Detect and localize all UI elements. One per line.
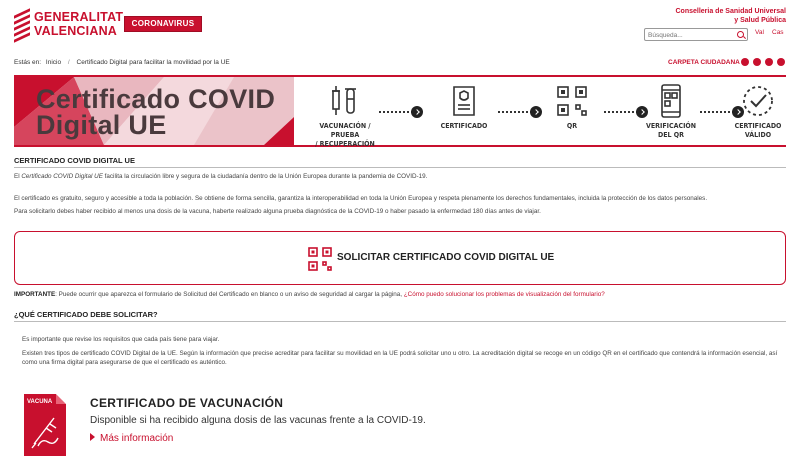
step-verificacion xyxy=(640,83,702,140)
section2-paragraph-1: Es importante que revise los requisitos que cada país tiene para viajar. xyxy=(22,336,220,343)
qr-code-icon xyxy=(554,83,590,119)
lang-cas-link[interactable]: Cas xyxy=(772,29,784,36)
step-arrow xyxy=(498,106,542,118)
certificate-icon xyxy=(446,83,482,119)
vacuna-document-icon xyxy=(24,394,66,456)
logo-line2: VALENCIANA xyxy=(34,24,118,38)
step-vacunacion-label-2: / RECUPERACIÓN xyxy=(315,140,375,148)
banner-title-line2: Digital UE xyxy=(36,110,167,140)
section1-paragraph-1: El Certificado COVID Digital UE facilita la circulación libre y segura de la ciudadanía dentro de la Unión Europea durante la pandemia de COVID-19. xyxy=(14,173,428,180)
vaccine-test-icon xyxy=(327,83,363,119)
section1-paragraph-2: El certificado es gratuito, seguro y accesible a toda la población. Se obtiene de forma sencilla, garantiza la interoperabilidad en toda la Unión Europea y respeta plenamente los derechos fundamentales, incluida la protección de los datos personales. xyxy=(14,195,708,202)
certificado-emphasis: Certificado COVID Digital UE xyxy=(21,173,103,180)
youtube-icon[interactable] xyxy=(777,58,785,66)
step-valido xyxy=(730,83,786,140)
step-verificacion-label-1: VERIFICACIÓN xyxy=(645,122,697,130)
step-vacunacion-label-1: VACUNACIÓN / PRUEBA xyxy=(319,122,371,139)
coronavirus-button[interactable]: CORONAVIRUS xyxy=(124,16,202,32)
important-label: IMPORTANTE xyxy=(14,291,56,298)
step-valido-label-2: VÁLIDO xyxy=(744,131,772,139)
logo-line1: GENERALITAT xyxy=(34,10,124,24)
conselleria-line2: y Salud Pública xyxy=(734,17,786,24)
facebook-icon[interactable] xyxy=(765,58,773,66)
breadcrumb-current: Certificado Digital para facilitar la movilidad por la UE xyxy=(76,59,230,66)
search-icon[interactable] xyxy=(737,31,744,38)
search-box xyxy=(644,28,748,41)
valid-check-icon xyxy=(740,83,776,119)
step-certificado-label: CERTIFICADO xyxy=(440,122,488,130)
form-problems-link[interactable]: ¿Cómo puedo solucionar los problemas de visualización del formulario? xyxy=(403,291,605,298)
section-title-que-certificado: ¿QUÉ CERTIFICADO DEBE SOLICITAR? xyxy=(14,310,158,319)
divider xyxy=(14,321,786,322)
conselleria-line1: Conselleria de Sanidad Universal xyxy=(675,8,786,15)
banner-art xyxy=(14,77,294,145)
site-header xyxy=(0,0,800,52)
breadcrumb-label: Estás en: xyxy=(14,59,42,66)
step-certificado xyxy=(428,83,500,131)
mas-informacion-link[interactable]: Más información xyxy=(90,433,173,444)
important-note xyxy=(14,291,605,298)
step-qr-label: QR xyxy=(566,122,578,130)
instagram-icon[interactable] xyxy=(753,58,761,66)
section2-paragraph-2: Existen tres tipos de certificado COVID Digital de la UE. Según la información que precise acreditar para facilitar su movilidad en la UE podrá solicitar uno u otro. La acreditación digital se recoge en un código QR en el certificado que contendrá la información esencial, así como una firma digital para asegurarse de que el certificado es auténtico. xyxy=(22,350,778,366)
lang-val-link[interactable]: Val xyxy=(755,29,764,36)
generalitat-emblem-icon xyxy=(14,6,30,42)
section-title-certificado: CERTIFICADO COVID DIGITAL UE xyxy=(14,156,135,165)
step-verificacion-label-2: DEL QR xyxy=(658,131,684,139)
conselleria-link[interactable] xyxy=(676,7,787,25)
breadcrumb: Estás en: Inicio / Certificado Digital para facilitar la movilidad por la UE xyxy=(14,59,230,66)
covid-banner xyxy=(14,75,786,147)
syringe-icon xyxy=(24,408,66,454)
carpeta-ciudadana-link[interactable]: CARPETA CIUDADANA xyxy=(668,59,740,66)
certificado-vacunacion-desc: Disponible si ha recibido alguna dosis de las vacunas frente a la COVID-19. xyxy=(90,415,426,426)
step-vacunacion xyxy=(306,83,384,149)
step-valido-label-1: CERTIFICADO xyxy=(734,122,782,130)
solicitar-certificado-button[interactable] xyxy=(14,231,786,285)
breadcrumb-home[interactable]: Inicio xyxy=(45,59,62,66)
twitter-icon[interactable] xyxy=(741,58,749,66)
important-text: : Puede ocurrir que aparezca el formulario de Solicitud del Certificado en blanco o un aviso de seguridad al cargar la página, xyxy=(55,291,404,298)
generalitat-logo[interactable] xyxy=(14,6,123,42)
phone-verification-icon xyxy=(653,83,689,119)
qr-code-icon xyxy=(307,246,333,272)
divider xyxy=(14,167,786,168)
section1-paragraph-3: Para solicitarlo debes haber recibido al menos una dosis de la vacuna, haberte realizado alguna prueba diagnóstica de la COVID-19 o haber pasado la enfermedad 180 días antes de viajar. xyxy=(14,208,541,215)
step-qr xyxy=(544,83,600,131)
solicitar-certificado-label: SOLICITAR CERTIFICADO COVID DIGITAL UE xyxy=(337,252,555,263)
certificado-vacunacion-title[interactable]: CERTIFICADO DE VACUNACIÓN xyxy=(90,396,284,410)
search-input[interactable] xyxy=(648,30,734,40)
vacuna-icon-label: VACUNA xyxy=(27,399,53,405)
banner-title-line1: Certificado COVID xyxy=(36,84,276,114)
step-arrow xyxy=(379,106,423,118)
